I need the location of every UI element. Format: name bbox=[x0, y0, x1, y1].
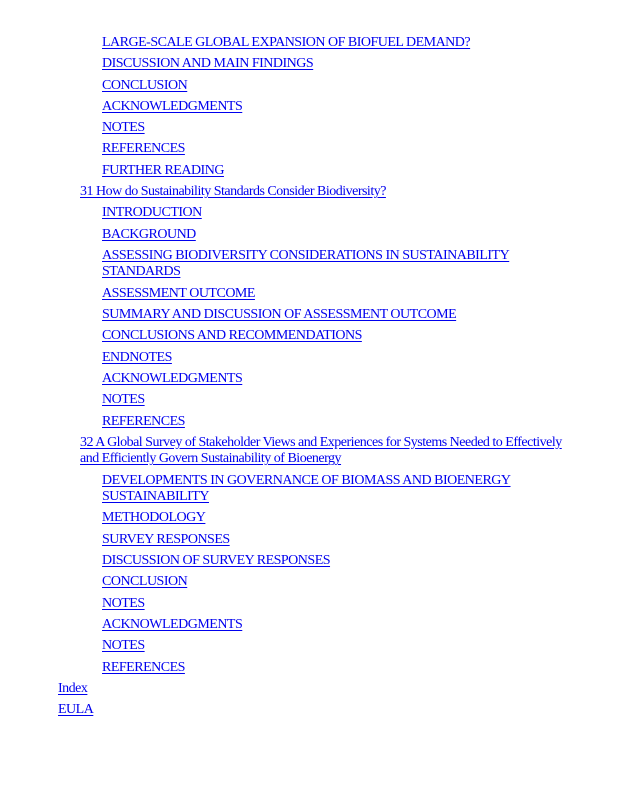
toc-link-ch31-assessment-outcome[interactable]: ASSESSMENT OUTCOME bbox=[102, 285, 255, 301]
toc-link-further-reading[interactable]: FURTHER READING bbox=[102, 162, 224, 178]
toc-link-conclusion[interactable]: CONCLUSION bbox=[102, 77, 188, 93]
toc-link-large-scale-global-expansion[interactable]: LARGE-SCALE GLOBAL EXPANSION OF BIOFUEL DEMAND? bbox=[102, 35, 471, 50]
toc-link-ch31-summary-and-discussion[interactable]: SUMMARY AND DISCUSSION OF ASSESSMENT OUTCOME bbox=[102, 307, 457, 323]
toc-chapter-31-link[interactable]: 31 How do Sustainability Standards Consider Biodiversity? bbox=[80, 184, 386, 200]
toc-link-ch32-references[interactable]: REFERENCES bbox=[102, 659, 185, 675]
toc-link-eula[interactable]: EULA bbox=[58, 702, 94, 718]
toc-link-acknowledgments[interactable]: ACKNOWLEDGMENTS bbox=[102, 98, 243, 114]
toc-link-ch31-introduction[interactable]: INTRODUCTION bbox=[102, 205, 202, 221]
toc-link-ch31-notes[interactable]: NOTES bbox=[102, 392, 145, 408]
toc-link-discussion-and-main-findings[interactable]: DISCUSSION AND MAIN FINDINGS bbox=[102, 56, 314, 72]
toc-link-ch32-developments-in-governance[interactable]: DEVELOPMENTS IN GOVERNANCE OF BIOMASS AND BIOENERGY SUSTAINABILITY bbox=[102, 472, 511, 505]
toc-link-ch31-background[interactable]: BACKGROUND bbox=[102, 226, 196, 242]
table-of-contents bbox=[0, 35, 617, 723]
toc-link-ch31-endnotes[interactable]: ENDNOTES bbox=[102, 349, 172, 365]
toc-link-notes[interactable]: NOTES bbox=[102, 120, 145, 136]
toc-link-references[interactable]: REFERENCES bbox=[102, 141, 185, 157]
toc-link-index[interactable]: Index bbox=[58, 680, 88, 696]
toc-chapter-32-link[interactable]: 32 A Global Survey of Stakeholder Views and Experiences for Systems Needed to Effectively and Efficiently Govern Sustainability of Bioenergy bbox=[80, 434, 562, 467]
toc-link-ch31-acknowledgments[interactable]: ACKNOWLEDGMENTS bbox=[102, 370, 243, 386]
toc-link-ch31-assessing-biodiversity[interactable]: ASSESSING BIODIVERSITY CONSIDERATIONS IN SUSTAINABILITY STANDARDS bbox=[102, 247, 510, 280]
toc-link-ch32-acknowledgments[interactable]: ACKNOWLEDGMENTS bbox=[102, 616, 243, 632]
toc-link-ch32-discussion-of-survey-responses[interactable]: DISCUSSION OF SURVEY RESPONSES bbox=[102, 553, 331, 569]
toc-link-ch32-survey-responses[interactable]: SURVEY RESPONSES bbox=[102, 531, 230, 547]
toc-link-ch31-conclusions-and-recommendations[interactable]: CONCLUSIONS AND RECOMMENDATIONS bbox=[102, 328, 362, 344]
toc-link-ch32-notes-2[interactable]: NOTES bbox=[102, 638, 145, 654]
toc-link-ch32-conclusion[interactable]: CONCLUSION bbox=[102, 574, 188, 590]
toc-link-ch31-references[interactable]: REFERENCES bbox=[102, 413, 185, 429]
toc-link-ch32-methodology[interactable]: METHODOLOGY bbox=[102, 510, 206, 526]
toc-link-ch32-notes[interactable]: NOTES bbox=[102, 595, 145, 611]
